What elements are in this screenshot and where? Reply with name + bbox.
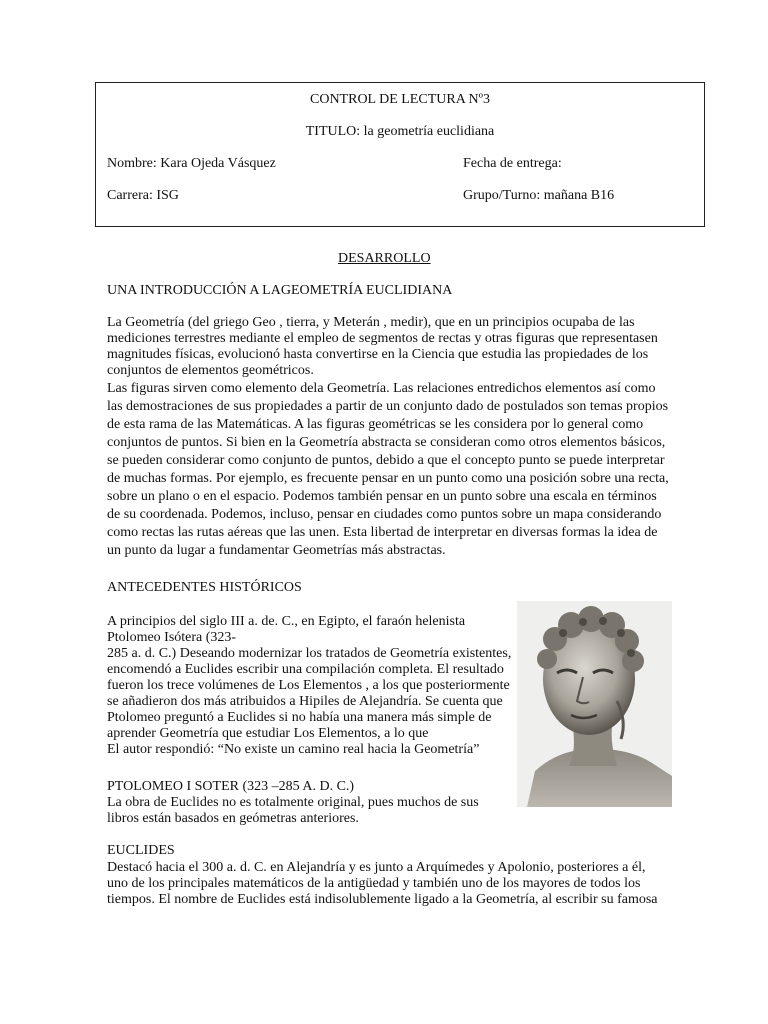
intro-paragraph-2: [107, 380, 667, 560]
text-line: se pueden considerar como conjunto de puntos, debido a que el concepto punto se puede interpretar: [107, 453, 665, 468]
text-line: Ptolomeo Isótera (323-: [107, 630, 237, 645]
header-box: [95, 82, 705, 227]
text-line: conjuntos de elementos geométricos.: [107, 363, 314, 378]
text-line: uno de los principales matemáticos de la antigüedad y también uno de los mayores de todos los: [107, 876, 641, 891]
text-line: tiempos. El nombre de Euclides está indisolublemente ligado a la Geometría, al escribir su famosa: [107, 892, 658, 907]
text-line: 285 a. d. C.) Deseando modernizar los tratados de Geometría existentes,: [107, 646, 512, 661]
text-line: A principios del siglo III a. de. C., en Egipto, el faraón helenista: [107, 614, 466, 629]
text-line: de esta rama de las Matemáticas. A las figuras geométricas se les considera por lo general como: [107, 417, 644, 432]
text-line: fueron los trece volúmenes de Los Elementos , a los que posteriormente: [107, 678, 510, 693]
text-line: como rectas las rutas aéreas que las unen. Esta libertad de interpretar en diversas formas la idea de: [107, 525, 658, 540]
intro-heading: UNA INTRODUCCIÓN A LAGEOMETRÍA EUCLIDIANA: [107, 283, 453, 298]
intro-paragraph-1: [107, 315, 667, 379]
text-line: encomendó a Euclides escribir una compilación completa. El resultado: [107, 662, 504, 677]
text-line: magnitudes físicas, evolucionó hasta convertirse en la Ciencia que estudia las propiedades de los: [107, 347, 649, 362]
text-line: se añadieron dos más atribuidos a Hipiles de Alejandría. Se cuenta que: [107, 694, 503, 709]
text-line: Las figuras sirven como elemento dela Geometría. Las relaciones entredichos elementos así como: [107, 381, 656, 396]
document-subtitle: TITULO: la geometría euclidiana: [305, 124, 495, 139]
bust-portrait-icon: [517, 601, 672, 807]
group-shift: Grupo/Turno: mañana B16: [463, 188, 615, 203]
text-line: sobre un plano o en el espacio. Podemos también pensar en un punto sobre una escala en términos: [107, 489, 657, 504]
text-line: un punto da lugar a fundamentar Geometrías más abstractas.: [107, 543, 446, 558]
ptolomeo-heading: PTOLOMEO I SOTER (323 –285 A. D. C.): [107, 779, 355, 794]
text-line: La obra de Euclides no es totalmente original, pues muchos de sus: [107, 795, 479, 810]
ptolomeo-paragraph: [107, 795, 507, 827]
text-line: Ptolomeo preguntó a Euclides si no había una manera más simple de: [107, 710, 492, 725]
text-line: de su coordenada. Podemos, incluso, pensar en ciudades como puntos sobre un mapa considerando: [107, 507, 662, 522]
text-line: conjuntos de puntos. Si bien en la Geometría abstracta se consideran como otros elementos básicos,: [107, 435, 666, 450]
euclides-heading: EUCLIDES: [107, 843, 175, 858]
text-line: de muchas formas. Por ejemplo, es frecuente pensar en un punto como una posición sobre una recta,: [107, 471, 669, 486]
delivery-date: Fecha de entrega:: [463, 156, 562, 171]
text-line: libros están basados en geómetras anteriores.: [107, 811, 359, 826]
text-line: Destacó hacia el 300 a. d. C. en Alejandría y es junto a Arquímedes y Apolonio, posteriores a él,: [107, 860, 646, 875]
document-title: CONTROL DE LECTURA Nº3: [310, 92, 490, 107]
history-heading: ANTECEDENTES HISTÓRICOS: [107, 580, 302, 595]
text-line: aprender Geometría que estudiar Los Elementos, a lo que: [107, 726, 429, 741]
text-line: las demostraciones de sus propiedades a partir de un conjunto dado de postulados son temas propios: [107, 399, 669, 414]
history-paragraph: [107, 614, 512, 758]
text-line: El autor respondió: “No existe un camino real hacia la Geometría”: [107, 742, 480, 757]
section-title: DESARROLLO: [338, 251, 431, 266]
text-line: mediciones terrestres mediante el empleo de segmentos de rectas y otras figuras que representasen: [107, 331, 658, 346]
career: Carrera: ISG: [107, 188, 179, 203]
euclides-paragraph: [107, 860, 667, 908]
student-name: Nombre: Kara Ojeda Vásquez: [107, 156, 276, 171]
text-line: La Geometría (del griego Geo , tierra, y Meterán , medir), que en un principios ocupaba de las: [107, 315, 635, 330]
